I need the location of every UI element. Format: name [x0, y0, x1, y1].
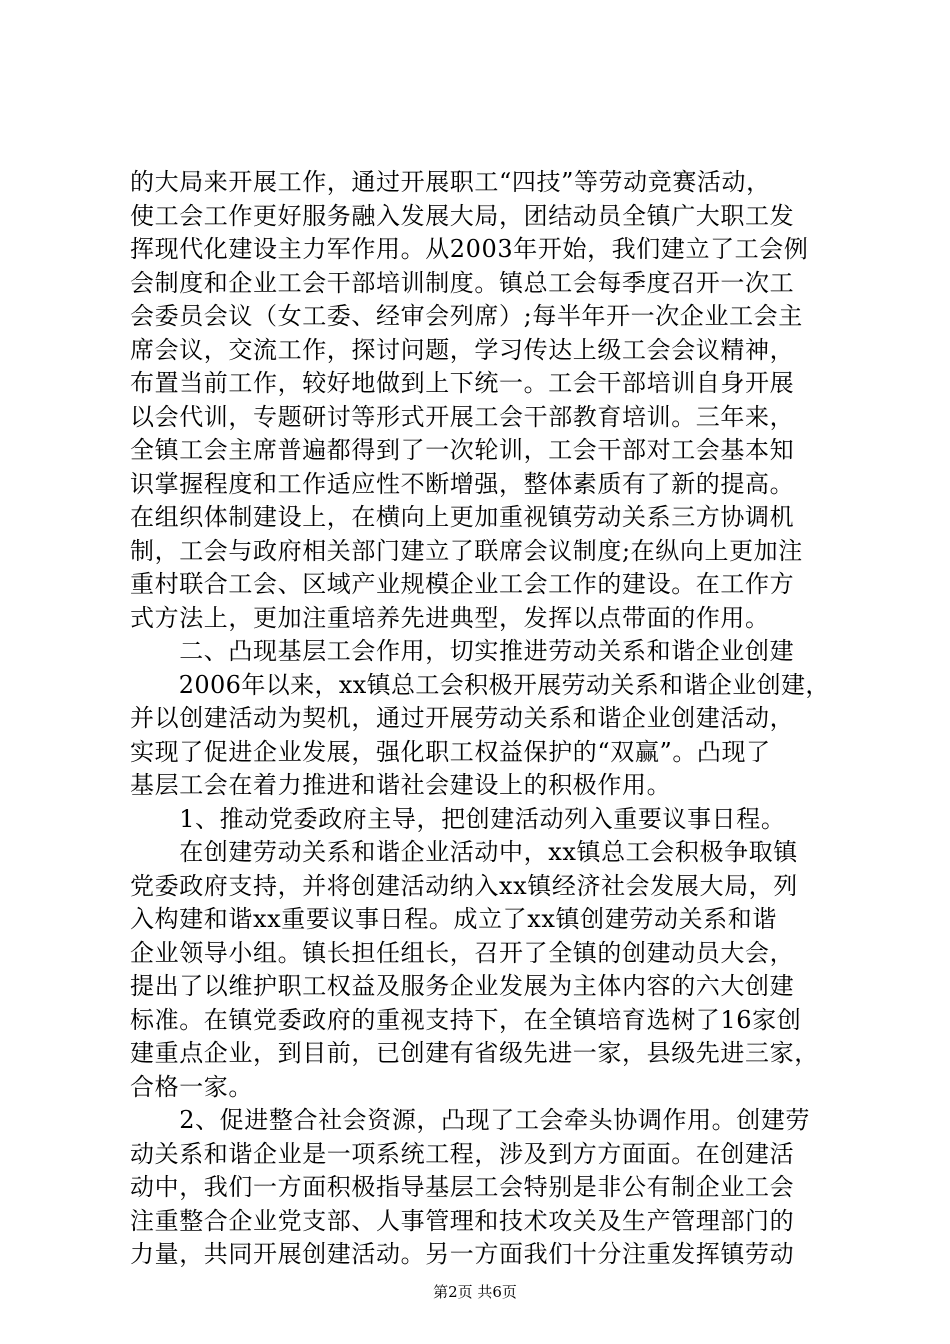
text-line: 提出了以维护职工权益及服务企业发展为主体内容的六大创建 [130, 972, 795, 1000]
text-line: 重村联合工会、区域产业规模企业工会工作的建设。在工作方 [130, 570, 795, 598]
text-line: 布置当前工作，较好地做到上下统一。工会干部培训自身开展 [130, 369, 795, 397]
subsection-heading: 1、推动党委政府主导，把创建活动列入重要议事日程。 [130, 804, 786, 833]
text-line: 建重点企业，到目前，已创建有省级先进一家，县级先进三家， [130, 1039, 819, 1067]
text-line: 动中，我们一方面积极指导基层工会特别是非公有制企业工会 [130, 1173, 795, 1201]
text-line: 的大局来开展工作，通过开展职工“四技”等劳动竞赛活动， [130, 168, 771, 196]
text-line: 基层工会在着力推进和谐社会建设上的积极作用。 [130, 771, 672, 799]
text-line: 实现了促进企业发展，强化职工权益保护的“双赢”。凸现了 [130, 737, 771, 766]
text-line: 2、促进整合社会资源，凸现了工会牵头协调作用。创建劳 [130, 1106, 811, 1134]
text-line: 会制度和企业工会干部培训制度。镇总工会每季度召开一次工 [130, 268, 795, 297]
text-line: 制，工会与政府相关部门建立了联席会议制度;在纵向上更加注 [130, 536, 803, 565]
text-line: 以会代训，专题研讨等形式开展工会干部教育培训。三年来， [130, 402, 795, 431]
page-number-footer: 第2页 共6页 [433, 1283, 517, 1301]
text-line: 挥现代化建设主力军作用。从2003年开始，我们建立了工会例 [130, 235, 809, 263]
text-line: 式方法上，更加注重培养先进典型，发挥以点带面的作用。 [130, 603, 770, 632]
text-line: 标准。在镇党委政府的重视支持下，在全镇培育选树了16家创 [130, 1005, 802, 1034]
text-line: 2006年以来，xx镇总工会积极开展劳动关系和谐企业创建， [130, 670, 830, 699]
text-line: 全镇工会主席普遍都得到了一次轮训，工会干部对工会基本知 [130, 436, 795, 464]
text-line: 动关系和谐企业是一项系统工程，涉及到方方面面。在创建活 [130, 1139, 795, 1168]
text-line: 党委政府支持，并将创建活动纳入xx镇经济社会发展大局，列 [130, 871, 798, 900]
text-line: 力量，共同开展创建活动。另一方面我们十分注重发挥镇劳动 [130, 1240, 795, 1268]
text-line: 在创建劳动关系和谐企业活动中，xx镇总工会积极争取镇 [130, 838, 798, 866]
text-line: 识掌握程度和工作适应性不断增强，整体素质有了新的提高。 [130, 469, 795, 498]
text-line: 席会议，交流工作，探讨问题，学习传达上级工会会议精神， [130, 335, 795, 364]
text-line: 会委员会议（女工委、经审会列席）;每半年开一次企业工会主 [130, 302, 803, 330]
text-line: 注重整合企业党支部、人事管理和技术攻关及生产管理部门的 [130, 1206, 795, 1235]
text-line: 并以创建活动为契机，通过开展劳动关系和谐企业创建活动， [130, 704, 795, 732]
text-line: 合格一家。 [130, 1072, 253, 1101]
section-heading: 二、凸现基层工会作用，切实推进劳动关系和谐企业创建 [130, 637, 795, 665]
text-line: 使工会工作更好服务融入发展大局，团结动员全镇广大职工发 [130, 201, 795, 230]
text-line: 在组织体制建设上，在横向上更加重视镇劳动关系三方协调机 [130, 503, 795, 531]
text-line: 入构建和谐xx重要议事日程。成立了xx镇创建劳动关系和谐 [130, 905, 777, 933]
body-text [130, 166, 830, 1272]
text-line: 企业领导小组。镇长担任组长，召开了全镇的创建动员大会， [130, 938, 795, 967]
